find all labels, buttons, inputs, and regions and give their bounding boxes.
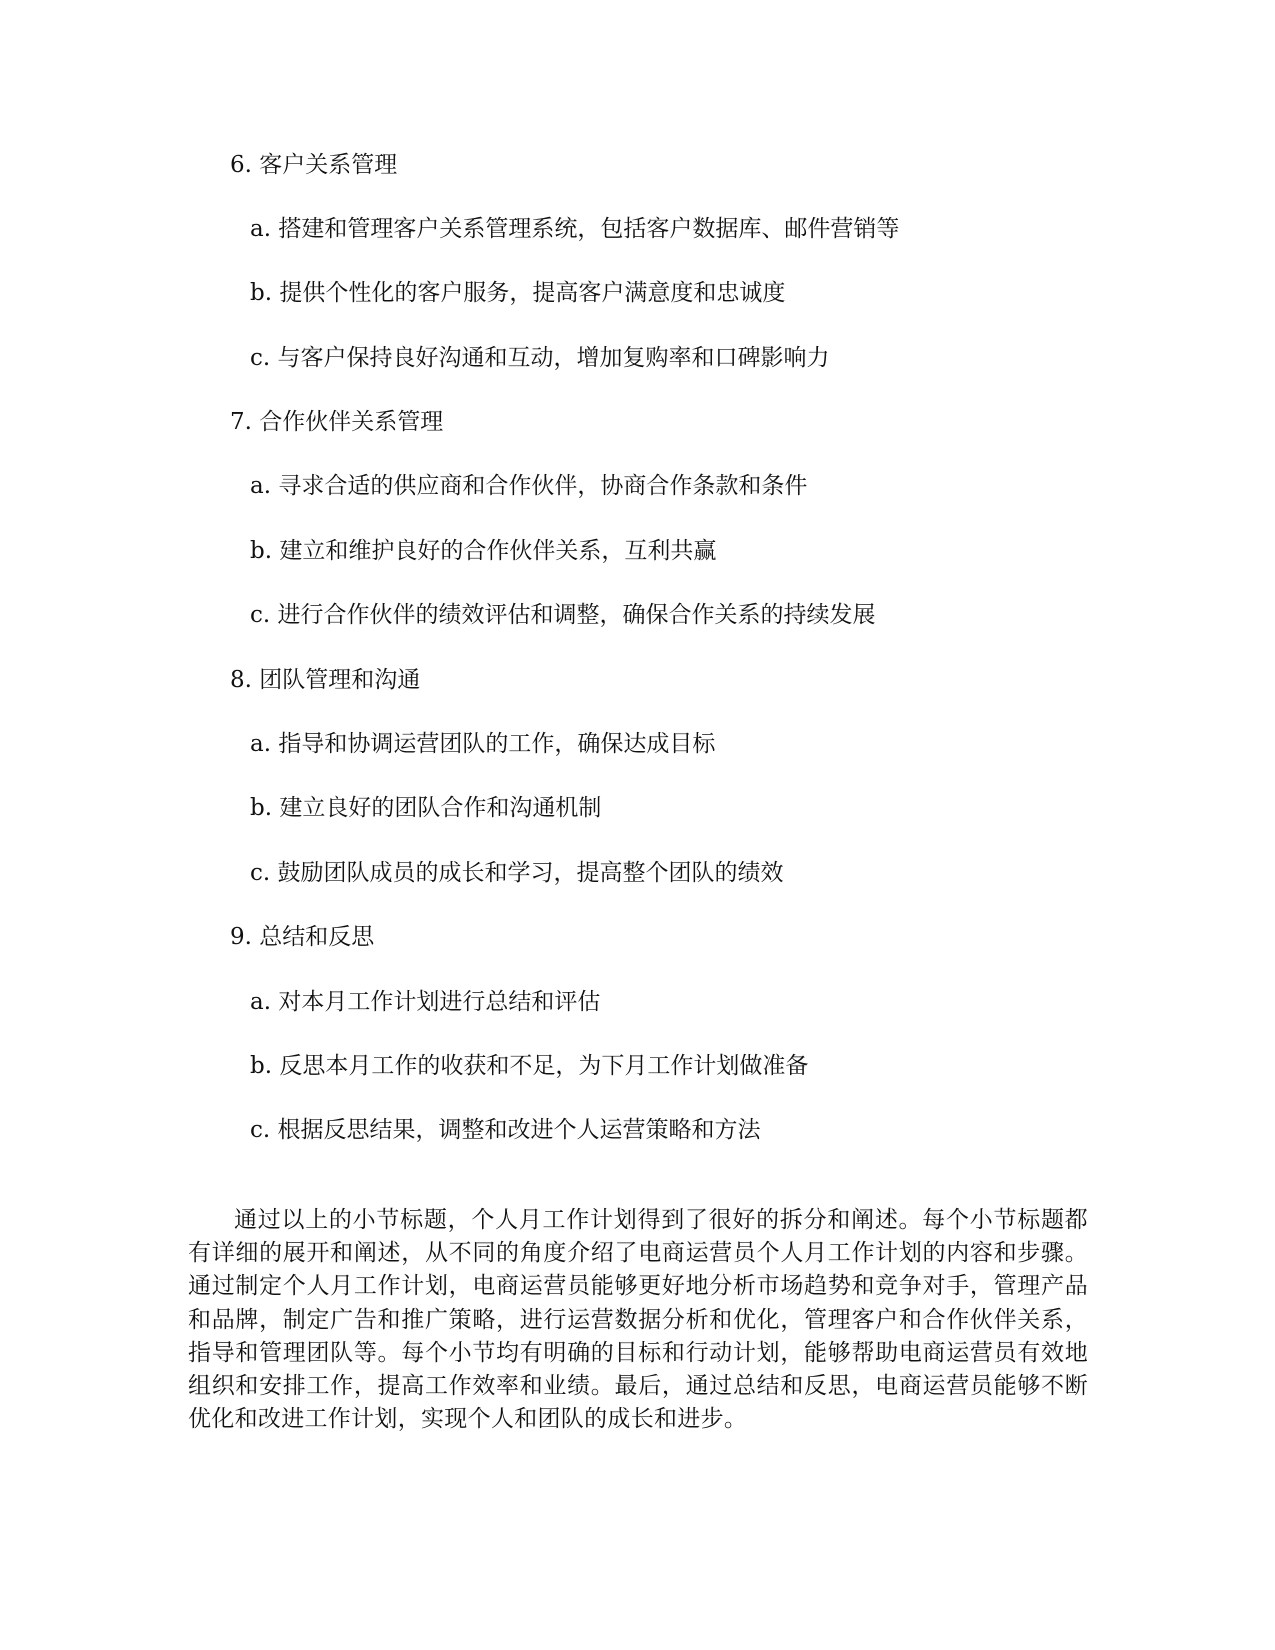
list-item: c. 进行合作伙伴的绩效评估和调整，确保合作关系的持续发展 [250, 602, 876, 628]
section-heading: 9. 总结和反思 [230, 924, 375, 950]
list-item: a. 搭建和管理客户关系管理系统，包括客户数据库、邮件营销等 [250, 216, 900, 242]
list-item: c. 与客户保持良好沟通和互动，增加复购率和口碑影响力 [250, 345, 830, 371]
section-heading: 8. 团队管理和沟通 [230, 667, 421, 693]
list-item: a. 对本月工作计划进行总结和评估 [250, 989, 601, 1015]
summary-paragraph: 通过以上的小节标题，个人月工作计划得到了很好的拆分和阐述。每个小节标题都有详细的展开和阐述，从不同的角度介绍了电商运营员个人月工作计划的内容和步骤。通过制定个人月工作计划，电商运营员能够更好地分析市场趋势和竞争对手，管理产品和品牌，制定广告和推广策略，进行运营数据分析和优化，管理客户和合作伙伴关系，指导和管理团队等。每个小节均有明确的目标和行动计划，能够帮助电商运营员有效地组织和安排工作，提高工作效率和业绩。最后，通过总结和反思，电商运营员能够不断优化和改进工作计划，实现个人和团队的成长和进步。 [188, 1207, 1088, 1433]
list-item: b. 建立良好的团队合作和沟通机制 [250, 795, 602, 821]
list-item: b. 反思本月工作的收获和不足，为下月工作计划做准备 [250, 1053, 809, 1079]
list-item: b. 建立和维护良好的合作伙伴关系，互利共赢 [250, 538, 717, 564]
list-item: a. 寻求合适的供应商和合作伙伴，协商合作条款和条件 [250, 473, 808, 499]
section-heading: 7. 合作伙伴关系管理 [230, 409, 444, 435]
list-item: c. 鼓励团队成员的成长和学习，提高整个团队的绩效 [250, 860, 784, 886]
section-heading: 6. 客户关系管理 [230, 152, 398, 178]
list-item: b. 提供个性化的客户服务，提高客户满意度和忠诚度 [250, 280, 786, 306]
list-item: c. 根据反思结果，调整和改进个人运营策略和方法 [250, 1117, 761, 1143]
list-item: a. 指导和协调运营团队的工作，确保达成目标 [250, 731, 716, 757]
